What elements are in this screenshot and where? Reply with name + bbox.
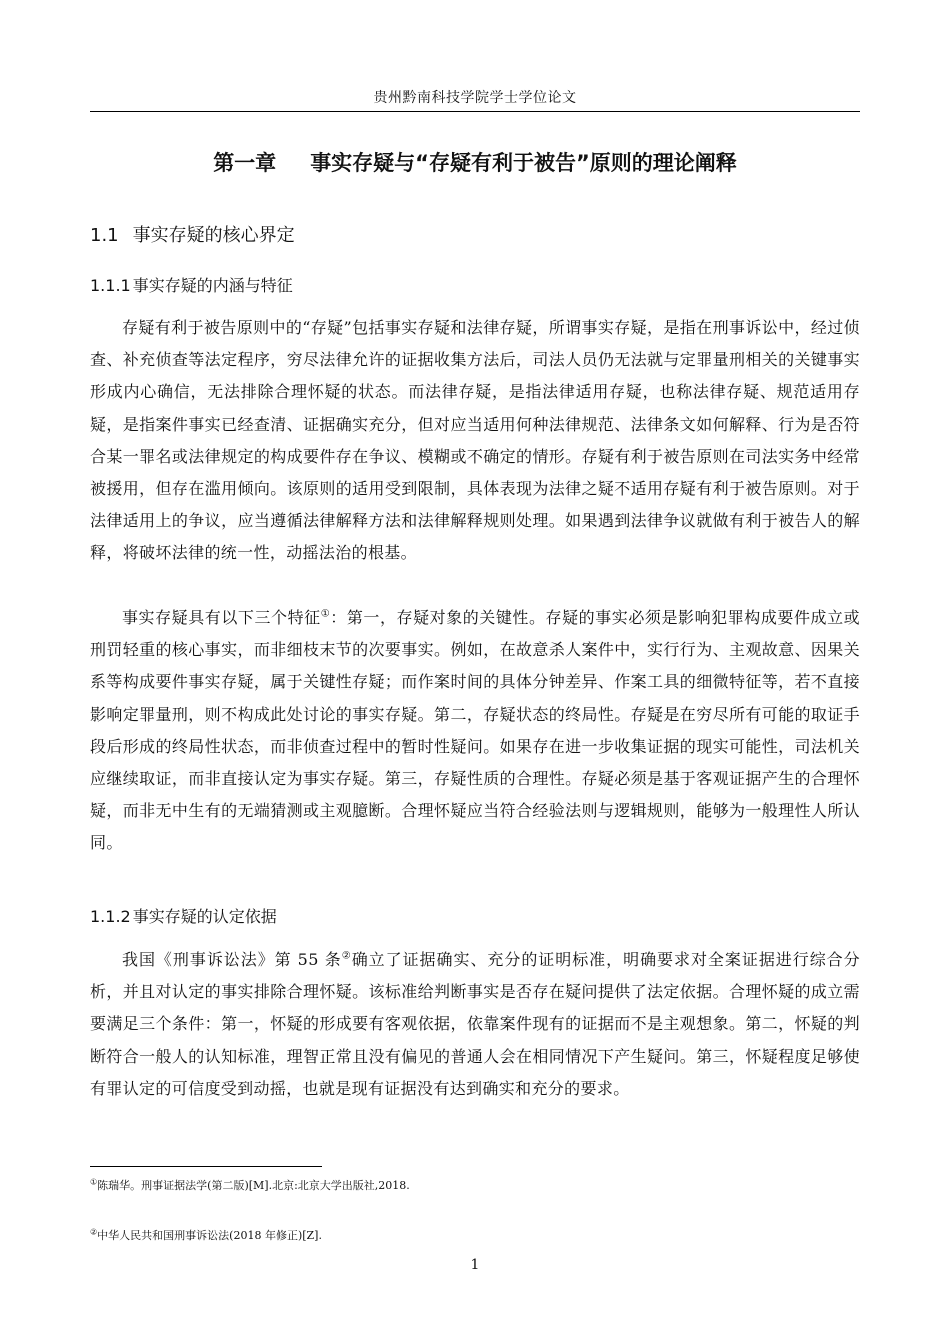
subsection-heading	[90, 274, 293, 298]
body-paragraph	[90, 602, 860, 860]
chapter-title	[90, 148, 860, 178]
footnote-reference[interactable]: ②	[341, 950, 352, 962]
footnote-text: 陈瑞华。刑事证据法学(第二版)[M].北京:北京大学出版社,2018.	[97, 1179, 410, 1192]
subsection-number: 1.1.1	[90, 276, 131, 295]
footnote	[90, 1178, 410, 1194]
subsection-heading	[90, 905, 277, 929]
paragraph-text: ：第一，存疑对象的关键性。存疑的事实必须是影响犯罪构成要件成立或刑罚轻重的核心事实，而非细枝末节的次要事实。例如，在故意杀人案件中，实行行为、主观故意、因果关系等构成要件事实存疑，属于关键性存疑；而作案时间的具体分钟差异、作案工具的细微特征等，若不直接影响定罪量刑，则不构成此处讨论的事实存疑。第二，存疑状态的终局性。存疑是在穷尽所有可能的取证手段后形成的终局性状态，而非侦查过程中的暂时性疑问。如果存在进一步收集证据的现实可能性，司法机关应继续取证，而非直接认定为事实存疑。第三，存疑性质的合理性。存疑必须是基于客观证据产生的合理怀疑，而非无中生有的无端猜测或主观臆断。合理怀疑应当符合经验法则与逻辑规则，能够为一般理性人所认同。	[90, 608, 860, 853]
footnote-reference[interactable]: ①	[320, 608, 331, 620]
paragraph-text: 确立了证据确实、充分的证明标准，明确要求对全案证据进行综合分析，并且对认定的事实排除合理怀疑。该标准给判断事实是否存在疑问提供了法定依据。合理怀疑的成立需要满足三个条件：第一，怀疑的形成要有客观依据，依靠案件现有的证据而不是主观想象。第二，怀疑的判断符合一般人的认知标准，理智正常且没有偏见的普通人会在相同情况下产生疑问。第三，怀疑程度足够使有罪认定的可信度受到动摇，也就是现有证据没有达到确实和充分的要求。	[90, 950, 860, 1098]
body-paragraph: 存疑有利于被告原则中的“存疑”包括事实存疑和法律存疑，所谓事实存疑，是指在刑事诉讼中，经过侦查、补充侦查等法定程序，穷尽法律允许的证据收集方法后，司法人员仍无法就与定罪量刑相关的关键事实形成内心确信，无法排除合理怀疑的状态。而法律存疑，是指法律适用存疑，也称法律存疑、规范适用存疑，是指案件事实已经查清、证据确实充分，但对应当适用何种法律规范、法律条文如何解释、行为是否符合某一罪名或法律规定的构成要件存在争议、模糊或不确定的情形。存疑有利于被告原则在司法实务中经常被援用，但存在滥用倾向。该原则的适用受到限制，具体表现为法律之疑不适用存疑有利于被告原则。对于法律适用上的争议，应当遵循法律解释方法和法律解释规则处理。如果遇到法律争议就做有利于被告人的解释，将破坏法律的统一性，动摇法治的根基。	[90, 318, 860, 563]
subsection-title: 事实存疑的认定依据	[132, 907, 277, 926]
chapter-title-text: 事实存疑与“存疑有利于被告”原则的理论阐释	[310, 151, 737, 175]
footnote-mark: ②	[90, 1227, 98, 1237]
running-header: 贵州黔南科技学院学士学位论文	[373, 90, 577, 106]
paragraph-lead: 我国《刑事诉讼法》第 55 条	[122, 950, 342, 969]
page-number: 1	[470, 1257, 480, 1273]
section-number: 1.1	[90, 225, 119, 246]
footnote-text: 中华人民共和国刑事诉讼法(2018 年修正)[Z].	[97, 1229, 322, 1242]
footnote-separator	[90, 1166, 322, 1167]
section-heading	[90, 223, 295, 249]
footnote	[90, 1228, 322, 1244]
paragraph-lead: 事实存疑具有以下三个特征	[122, 608, 321, 627]
subsection-title: 事实存疑的内涵与特征	[132, 276, 293, 295]
body-paragraph	[90, 944, 860, 1105]
footnote-mark: ①	[90, 1177, 98, 1187]
chapter-number: 第一章	[213, 151, 277, 175]
subsection-number: 1.1.2	[90, 907, 131, 926]
header-rule	[90, 111, 860, 112]
section-title: 事实存疑的核心界定	[132, 225, 295, 246]
